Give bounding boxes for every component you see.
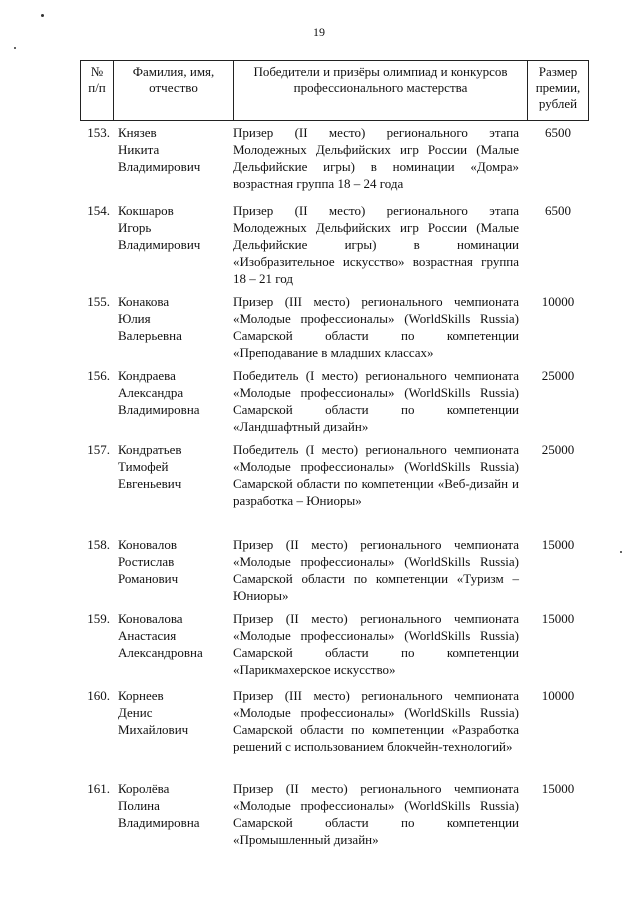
award-amount: 15000: [541, 781, 575, 796]
person-name: [118, 610, 228, 661]
first-name: Александра: [118, 385, 184, 400]
page-number: 19: [313, 25, 325, 39]
scan-speck: [41, 14, 44, 17]
header-name-column: Фамилия, имя, отчество: [114, 61, 234, 121]
table-row: [80, 610, 588, 687]
award-list: [80, 124, 588, 854]
person-name: [118, 293, 228, 344]
person-name: [118, 202, 228, 253]
first-name: Денис: [118, 705, 153, 720]
award-amount: 6500: [545, 203, 571, 218]
surname: Коновалова: [118, 611, 183, 626]
row-number: 153.: [87, 125, 110, 140]
header-number-column: № п/п: [81, 61, 114, 121]
achievement-description: Призер (II место) регионального чемпионата «Молодые профессионалы» (WorldSkills Russia) Самарской области по компетенции «Туризм – Юниоры»: [233, 537, 519, 603]
patronymic: Александровна: [118, 645, 203, 660]
row-number: 161.: [87, 781, 110, 796]
scan-speck: [14, 47, 16, 49]
row-number: 157.: [87, 442, 110, 457]
table-row: [80, 687, 588, 780]
achievement-description: Призер (II место) регионального чемпионата «Молодые профессионалы» (WorldSkills Russia) Самарской области по компетенции «Парикмахерское искусство»: [233, 611, 519, 677]
surname: Королёва: [118, 781, 170, 796]
patronymic: Валерьевна: [118, 328, 182, 343]
first-name: Никита: [118, 142, 160, 157]
award-amount: 15000: [541, 537, 575, 552]
person-name: [118, 441, 228, 492]
person-name: [118, 780, 228, 831]
row-number: 158.: [87, 537, 110, 552]
surname: Князев: [118, 125, 157, 140]
patronymic: Владимирович: [118, 237, 201, 252]
person-name: [118, 367, 228, 418]
surname: Кондратьев: [118, 442, 182, 457]
first-name: Полина: [118, 798, 160, 813]
patronymic: Владимировна: [118, 402, 200, 417]
row-number: 154.: [87, 203, 110, 218]
patronymic: Михайлович: [118, 722, 189, 737]
surname: Корнеев: [118, 688, 164, 703]
award-amount: 15000: [541, 611, 575, 626]
first-name: Игорь: [118, 220, 152, 235]
table-row: [80, 293, 588, 367]
achievement-description: Призер (II место) регионального чемпионата «Молодые профессионалы» (WorldSkills Russia) Самарской области по компетенции «Промышленный дизайн»: [233, 781, 519, 847]
header-description-column: Победители и призёры олимпиад и конкурсов профессионального мастерства: [234, 61, 528, 121]
table-header: [80, 60, 589, 121]
achievement-description: Победитель (I место) регионального чемпионата «Молодые профессионалы» (WorldSkills Russia) Самарской области по компетенции «Веб-дизайн и разработка – Юниоры»: [233, 442, 519, 508]
row-number: 155.: [87, 294, 110, 309]
table-row: [80, 536, 588, 610]
person-name: [118, 124, 228, 175]
patronymic: Евгеньевич: [118, 476, 182, 491]
row-number: 159.: [87, 611, 110, 626]
award-amount: 25000: [541, 442, 575, 457]
table-row: [80, 441, 588, 536]
row-number: 160.: [87, 688, 110, 703]
first-name: Ростислав: [118, 554, 175, 569]
row-number: 156.: [87, 368, 110, 383]
achievement-description: Призер (II место) регионального этапа Молодежных Дельфийских игр России (Малые Дельфийские игры) в номинации «Изобразительное искусство» возрастная группа 18 – 21 год: [233, 203, 519, 286]
surname: Кокшаров: [118, 203, 174, 218]
first-name: Тимофей: [118, 459, 169, 474]
award-amount: 10000: [541, 294, 575, 309]
person-name: [118, 687, 228, 738]
table-row: [80, 780, 588, 854]
achievement-description: Призер (III место) регионального чемпионата «Молодые профессионалы» (WorldSkills Russia) Самарской области по компетенции «Преподавание в младших классах»: [233, 294, 519, 360]
scan-speck: [620, 551, 622, 553]
person-name: [118, 536, 228, 587]
achievement-description: Призер (III место) регионального чемпионата «Молодые профессионалы» (WorldSkills Russia) Самарской области по компетенции «Разработка решений с использованием блокчейн-технологий»: [233, 688, 519, 754]
surname: Кондраева: [118, 368, 176, 383]
achievement-description: Призер (II место) регионального этапа Молодежных Дельфийских игр России (Малые Дельфийские игры) в номинации «Домра» возрастная группа 18 – 24 года: [233, 125, 519, 191]
award-amount: 6500: [545, 125, 571, 140]
header-amount-column: Размер премии, рублей: [528, 61, 589, 121]
first-name: Анастасия: [118, 628, 177, 643]
achievement-description: Победитель (I место) регионального чемпионата «Молодые профессионалы» (WorldSkills Russia) Самарской области по компетенции «Ландшафтный дизайн»: [233, 368, 519, 434]
first-name: Юлия: [118, 311, 151, 326]
table-row: [80, 367, 588, 441]
patronymic: Владимировна: [118, 815, 200, 830]
table-row: [80, 202, 588, 293]
table-row: [80, 124, 588, 202]
surname: Конакова: [118, 294, 170, 309]
patronymic: Владимирович: [118, 159, 201, 174]
award-amount: 10000: [541, 688, 575, 703]
patronymic: Романович: [118, 571, 179, 586]
award-amount: 25000: [541, 368, 575, 383]
surname: Коновалов: [118, 537, 177, 552]
